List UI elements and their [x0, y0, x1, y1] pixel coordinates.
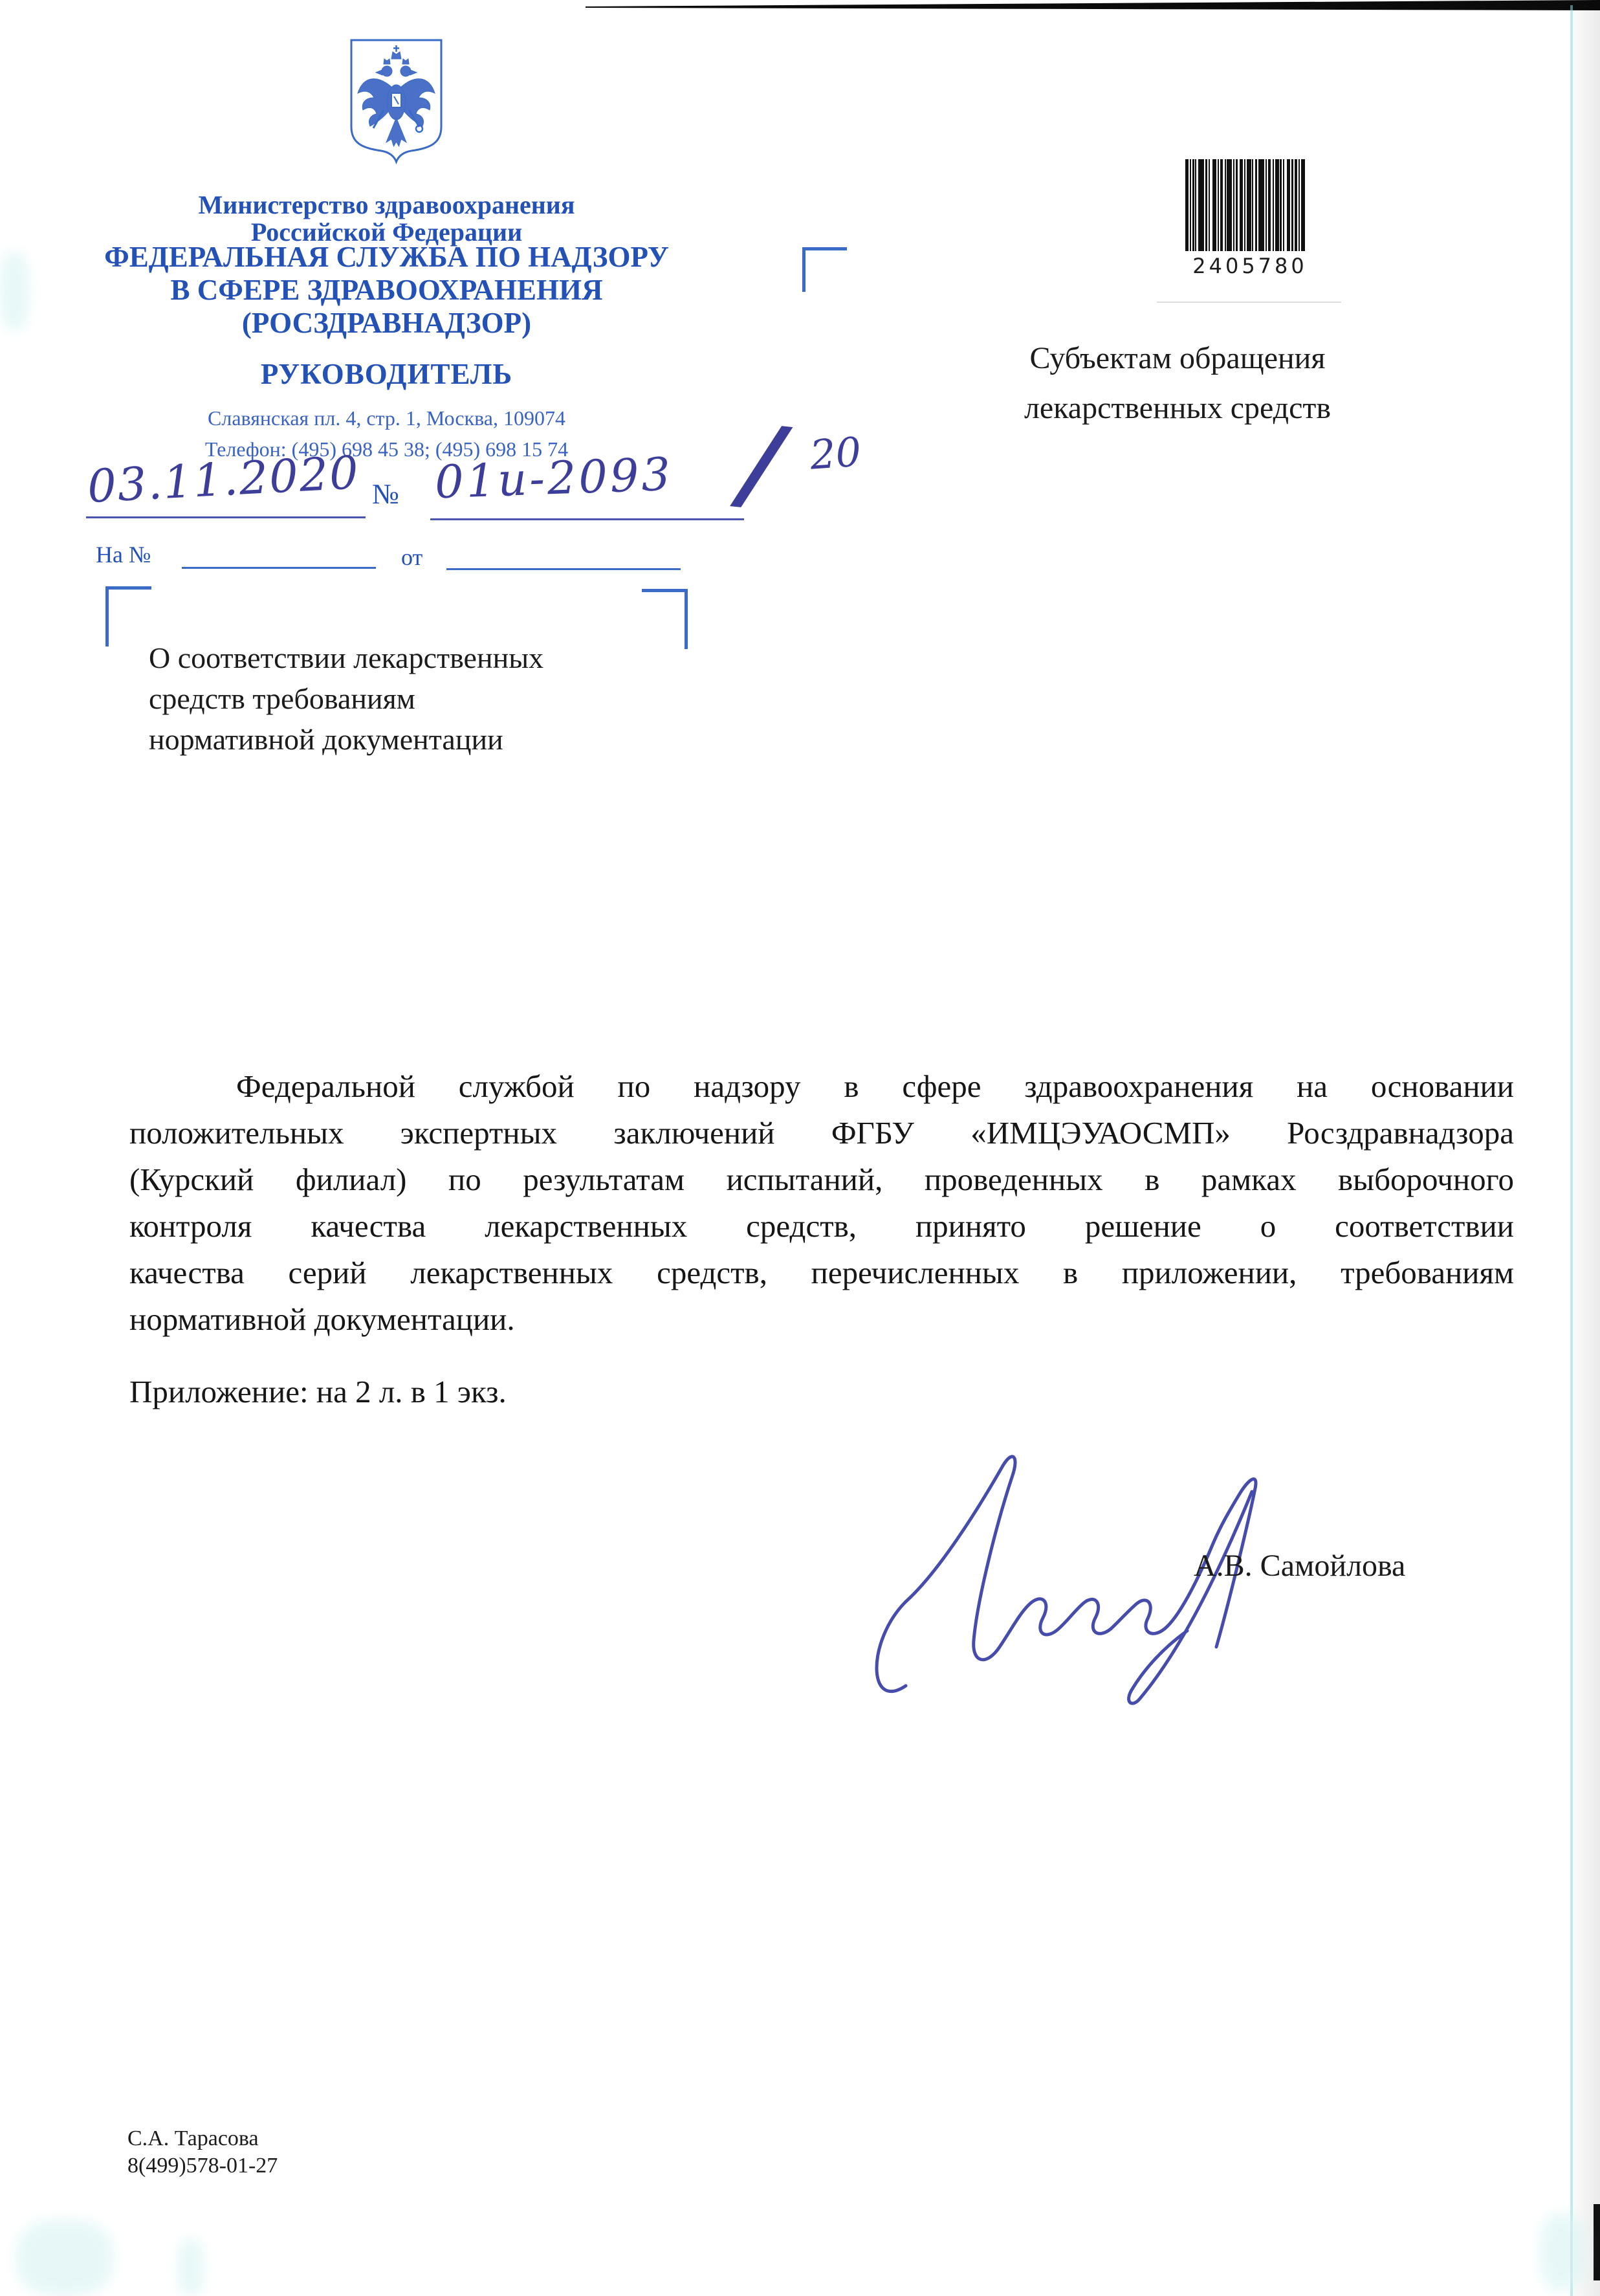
position-title: РУКОВОДИТЕЛЬ — [260, 358, 513, 390]
handwritten-number: 01и-2093 — [433, 447, 674, 509]
executor-name: С.А. Тарасова — [127, 2126, 259, 2150]
signatory-name: А.В. Самойлова — [1194, 1549, 1406, 1583]
ministry-line1: Министерство здравоохранения — [198, 190, 575, 219]
org-address: Славянская пл. 4, стр. 1, Москва, 109074 — [208, 406, 565, 430]
subject-line1: О соответствии лекарственных — [149, 641, 544, 674]
ministry-name — [61, 192, 712, 246]
service-line3: (РОСЗДРАВНАДЗОР) — [241, 307, 532, 339]
reply-prefix: На № — [96, 542, 151, 568]
reply-number-blank — [182, 567, 376, 569]
attachment-note: Приложение: на 2 л. в 1 экз. — [129, 1374, 507, 1409]
service-line2: В СФЕРЕ ЗДРАВООХРАНЕНИЯ — [170, 274, 603, 306]
subject-line2: средств требованиям — [149, 682, 415, 715]
org-phone: Телефон: (495) 698 45 38; (495) 698 15 74 — [204, 437, 569, 461]
barcode-bars — [1185, 159, 1315, 251]
scan-artifact-faint-line — [1157, 302, 1341, 303]
addressee-block — [970, 333, 1385, 433]
handwritten-number-suffix: 20 — [808, 428, 863, 479]
addressee-line2: лекарственных средств — [1024, 391, 1332, 425]
handwritten-slash: / — [736, 401, 787, 526]
body-line: положительных экспертных заключений ФГБУ «ИМЦЭУАОСМП» Росздравнадзора — [129, 1115, 1514, 1151]
reply-date-blank — [446, 568, 681, 570]
body-line: контроля качества лекарственных средств, принято решение о соответствии — [129, 1208, 1514, 1244]
subject-corner-bracket-left — [105, 586, 151, 646]
service-line1: ФЕДЕРАЛЬНАЯ СЛУЖБА ПО НАДЗОРУ — [104, 241, 669, 273]
subject-line3: нормативной документации — [149, 723, 503, 756]
barcode-number: 2405780 — [1192, 254, 1308, 278]
ministry-line2: Российской Федерации — [250, 217, 523, 247]
addressee-line1: Субъектам обращения — [1029, 341, 1326, 375]
executor-phone: 8(499)578-01-27 — [127, 2154, 278, 2178]
body-line: Федеральной службой по надзору в сфере здравоохранения на основании — [236, 1068, 1514, 1104]
reply-from-label: от — [401, 544, 423, 570]
scan-artifact-right-band — [1573, 0, 1600, 2296]
coat-of-arms-russia-icon — [346, 38, 446, 164]
body-line: (Курский филиал) по результатам испытаний, проведенных в рамках выборочного — [129, 1162, 1514, 1197]
scan-artifact-smudge — [178, 2239, 204, 2296]
date-underline — [86, 516, 366, 518]
scan-artifact-cyan-line — [1570, 5, 1573, 2296]
address-corner-bracket — [802, 247, 847, 292]
scan-artifact-top-wedge — [0, 0, 1600, 12]
number-underline — [430, 518, 744, 520]
subject-block — [149, 637, 666, 760]
service-name — [61, 241, 712, 340]
handwritten-date: 03.11.2020 — [86, 446, 361, 513]
number-sign: № — [372, 478, 399, 510]
scan-artifact-bottom-right-bar — [1594, 2204, 1600, 2280]
body-line: нормативной документации. — [129, 1301, 515, 1337]
scan-artifact-smudge — [16, 2220, 113, 2296]
scan-artifact-smudge — [0, 252, 29, 330]
body-line: качества серий лекарственных средств, перечисленных в приложении, требованиям — [129, 1255, 1514, 1290]
scan-artifact-smudge — [1540, 2213, 1585, 2291]
barcode — [1185, 159, 1315, 278]
